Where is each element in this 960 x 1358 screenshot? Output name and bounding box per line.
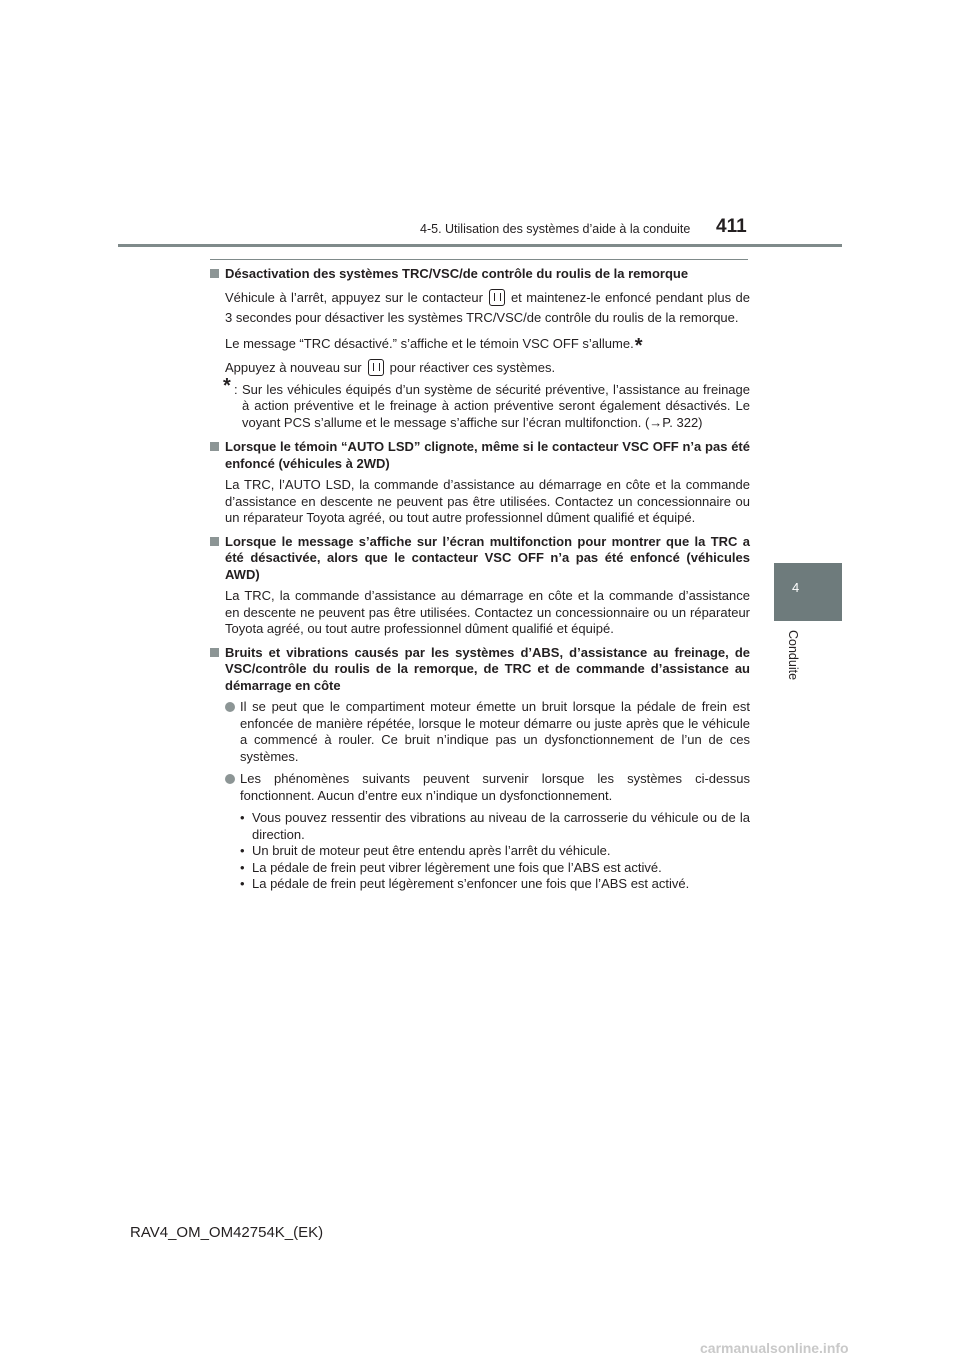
footnote-colon: : [234, 381, 238, 397]
paragraph: Le message “TRC désactivé.” s’affiche et le témoin VSC OFF s’allume.* [225, 334, 643, 357]
square-bullet-icon [210, 537, 219, 546]
asterisk-mark: * [223, 374, 231, 397]
chapter-title: Conduite [786, 630, 800, 681]
square-bullet-icon [210, 269, 219, 278]
sub-bullet: • [240, 859, 245, 875]
sub-list-item: • Vous pouvez ressentir des vibrations au niveau de la carrosserie du véhicule ou de la direction. [240, 810, 750, 842]
sub-bullet: • [240, 843, 245, 858]
footer-code: RAV4_OM_OM42754K_(EK) [130, 1224, 324, 1241]
page-number: 411 [716, 216, 747, 237]
chapter-side [774, 621, 842, 945]
section-noises [210, 645, 750, 893]
sub-bullet: • [240, 810, 245, 825]
paragraph: Véhicule à l’arrêt, appuyez sur le contacteur et maintenez-le enfoncé pendant plus de 3 secondes pour désactiver les systèmes TRC/VSC/de contrôle du roulis de la remorque. [225, 289, 751, 325]
chapter-number: 4 [792, 580, 800, 595]
paragraph: Appuyez à nouveau sur pour réactiver ces systèmes. [225, 359, 556, 375]
footnote [210, 374, 750, 432]
section-heading: Lorsque le message s’affiche sur l’écran multifonction pour montrer que la TRC a été désactivée, alors que le contacteur VSC OFF n’a pas été enfoncé (véhicules AWD) [210, 534, 750, 584]
square-bullet-icon [210, 648, 219, 657]
sub-list-item: • La pédale de frein peut légèrement s’enfoncer une fois que l’ABS est activé. [240, 876, 690, 891]
chapter-tab [774, 563, 842, 621]
section-auto-lsd [210, 439, 750, 527]
sub-bullet: • [240, 876, 245, 891]
sub-list-item: • Un bruit de moteur peut être entendu après l’arrêt du véhicule. [240, 843, 611, 858]
vsc-off-switch-icon [489, 289, 505, 306]
header-rule [118, 244, 842, 247]
paragraph: La TRC, l’AUTO LSD, la commande d’assistance au démarrage en côte et la commande d’assistance en descente ne peuvent pas être utilisées. Contactez un concessionnaire ou un réparateur Toyota agréé, ou tout autre professionnel dûment qualifié et équipé. [225, 477, 750, 525]
section-awd-message [210, 534, 750, 638]
list-item: Les phénomènes suivants peuvent survenir lorsque les systèmes ci-dessus fonctionnent. Aucun d’entre eux n’indique un dysfonctionnement. [210, 771, 750, 804]
thin-rule [210, 259, 748, 260]
header-section-title: 4-5. Utilisation des systèmes d’aide à la conduite [420, 222, 691, 236]
circle-bullet-icon [225, 702, 235, 712]
circle-bullet-icon [225, 774, 235, 784]
asterisk-mark: * [634, 334, 643, 357]
section-trc-off [210, 266, 750, 431]
section-heading: Bruits et vibrations causés par les systèmes d’ABS, d’assistance au freinage, de VSC/contrôle du roulis de la remorque, de TRC et de commande d’assistance au démarrage en côte [210, 645, 750, 695]
list-item: Il se peut que le compartiment moteur émette un bruit lorsque la pédale de frein est enfoncée de manière répétée, lorsque le moteur démarre ou juste après que le véhicule a commencé à rouler. Ce bruit n’indique pas un dysfonctionnement de l’un de ces systèmes. [210, 699, 750, 765]
paragraph: La TRC, la commande d’assistance au démarrage en côte et la commande d’assistance en descente ne peuvent pas être utilisées. Contactez un concessionnaire ou un réparateur Toyota agréé, ou tout autre professionnel dûment qualifié et équipé. [225, 588, 750, 636]
vsc-off-switch-icon [368, 359, 384, 376]
content [210, 266, 750, 900]
section-heading: Désactivation des systèmes TRC/VSC/de contrôle du roulis de la remorque [210, 266, 750, 283]
watermark: carmanualsonline.info [700, 1340, 849, 1356]
section-heading: Lorsque le témoin “AUTO LSD” clignote, même si le contacteur VSC OFF n’a pas été enfoncé (véhicules à 2WD) [210, 439, 750, 472]
footnote-text: Sur les véhicules équipés d’un système de sécurité préventive, l’assistance au freinage à action préventive et le freinage à action préventive seront également désactivés. Le voyant PCS s’allume et le message s’affiche sur l’écran multifonction. (→P. 322) [242, 381, 750, 430]
square-bullet-icon [210, 442, 219, 451]
sub-list-item: • La pédale de frein peut vibrer légèrement une fois que l’ABS est activé. [240, 859, 662, 875]
